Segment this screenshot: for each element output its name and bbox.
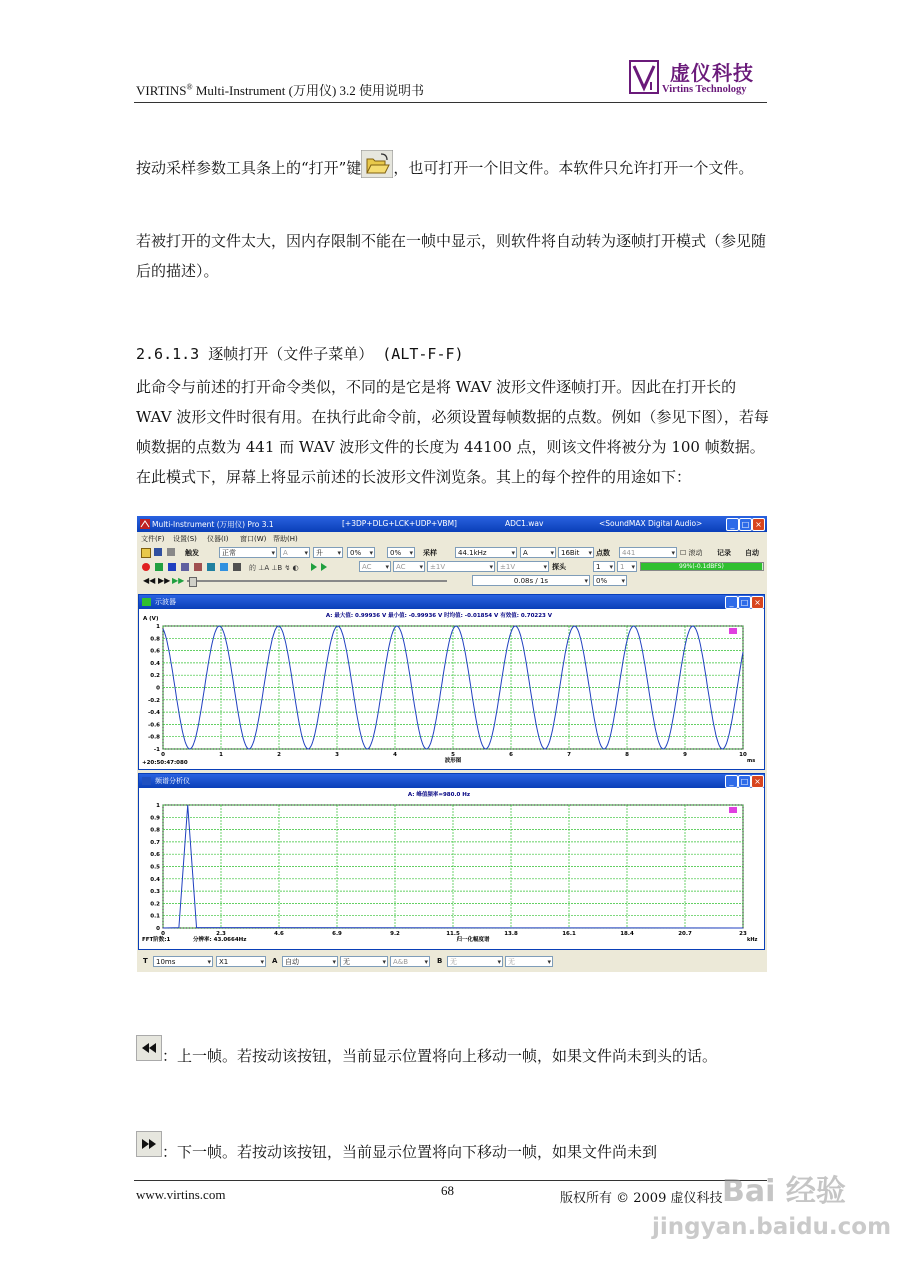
x-tick-label: 11.5 xyxy=(446,931,460,937)
app-menubar xyxy=(137,533,767,545)
watermark-logo: Bai 经验 xyxy=(722,1174,846,1209)
oscilloscope-title: 示波器 xyxy=(155,598,176,606)
channel-a-scale-select[interactable]: 自动 ▾ xyxy=(282,956,338,967)
x-tick-label: 4 xyxy=(393,752,397,758)
menu-instrument[interactable]: 仪器(I) xyxy=(207,535,229,543)
y-tick-label: 1 xyxy=(156,624,160,630)
y-tick-label: -1 xyxy=(153,747,160,753)
y-tick-label: 0.1 xyxy=(150,913,160,920)
fft-readout: A: 峰值频率=980.0 Hz xyxy=(407,792,471,798)
plot-background xyxy=(139,788,764,949)
probe-a-select[interactable]: 1 ▾ xyxy=(593,561,615,572)
oscilloscope-plot[interactable] xyxy=(139,609,764,769)
x-tick-label: 20.7 xyxy=(678,931,692,937)
y-tick-label: 0 xyxy=(156,685,160,692)
x-zoom-select[interactable]: X1 ▾ xyxy=(216,956,266,967)
trigger-mode-select[interactable]: 正常 ▾ xyxy=(219,547,277,558)
y-tick-label: 0.3 xyxy=(150,889,160,896)
probe-label: 探头 xyxy=(552,563,566,571)
virtins-logo-icon xyxy=(629,60,659,94)
play-frames-icon[interactable]: ▶▶ xyxy=(172,576,185,585)
channel-a-mode-select[interactable]: 无 ▾ xyxy=(340,956,388,967)
file-scrollbar-thumb[interactable] xyxy=(189,577,197,587)
record-button[interactable]: 记录 xyxy=(717,549,731,557)
paragraph-prev-frame: ：上一帧。若按动该按钮，当前显示位置将向上移动一帧，如果文件尚未到头的话。 xyxy=(162,1047,718,1065)
app-titlebar xyxy=(137,516,767,532)
x-tick-label: 2 xyxy=(277,752,281,758)
oscilloscope-icon xyxy=(142,598,151,606)
x-tick-label: 8 xyxy=(625,752,629,758)
watermark-url: jingyan.baidu.com xyxy=(652,1214,892,1240)
footer-copyright: 版权所有 © 2009 虚仪科技 xyxy=(560,1191,723,1206)
logo-english: Virtins Technology xyxy=(662,84,747,95)
next-frame-icon[interactable]: ▶▶ xyxy=(158,576,171,585)
header-title: VIRTINS® Multi-Instrument (万用仪) 3.2 使用说明书 xyxy=(136,82,425,98)
menu-window[interactable]: 窗口(W) xyxy=(240,535,267,543)
coupling-b-select[interactable]: AC ▾ xyxy=(393,561,425,572)
osc-ylabel: A (V) xyxy=(143,616,159,622)
y-tick-label: 0.7 xyxy=(150,839,160,846)
app-screenshot xyxy=(137,516,767,972)
trigger-edge-select[interactable]: 升 ▾ xyxy=(313,547,343,558)
y-tick-label: 0.5 xyxy=(150,864,160,871)
page-number: 68 xyxy=(441,1183,454,1198)
channel-a-label: A xyxy=(272,957,278,965)
spectrum-titlebar xyxy=(139,774,764,788)
instrument-icons[interactable] xyxy=(141,562,331,572)
auto-button[interactable]: 自动 xyxy=(745,549,759,557)
points-select[interactable]: 441 ▾ xyxy=(619,547,677,558)
file-scrollbar-track[interactable] xyxy=(187,580,447,582)
osc-xlabel: 波形图 xyxy=(444,758,462,764)
ab-mode-select[interactable]: A&B ▾ xyxy=(390,956,430,967)
osc-marker-icon xyxy=(729,628,737,634)
x-tick-label: 23 xyxy=(739,931,747,937)
trigger-label: 触发 xyxy=(185,549,199,557)
fft-maximize-icon[interactable]: □ xyxy=(738,775,751,788)
app-icon xyxy=(140,519,150,529)
y-tick-label: -0.6 xyxy=(147,722,160,729)
fft-minimize-icon[interactable]: _ xyxy=(725,775,738,788)
paragraph-open-button xyxy=(136,150,776,188)
app-title: Multi-Instrument (万用仪) Pro 3.1 xyxy=(152,520,274,529)
spectrum-title: 频谱分析仪 xyxy=(155,777,190,785)
x-tick-label: 10 xyxy=(739,752,747,758)
app-file: ADC1.wav xyxy=(505,519,544,528)
y-tick-label: 0.2 xyxy=(150,901,160,908)
app-mode: [+3DP+DLG+LCK+UDP+VBM] xyxy=(342,519,457,528)
pretrigger-input[interactable]: 0% ▾ xyxy=(387,547,415,558)
osc-maximize-icon[interactable]: □ xyxy=(738,596,751,609)
menu-settings[interactable]: 设置(S) xyxy=(173,535,197,543)
footer-rule xyxy=(134,1180,767,1181)
y-tick-label: 0.6 xyxy=(150,648,160,655)
fft-xlabel: 归一化幅度谱 xyxy=(456,937,490,943)
fft-xunit: kHz xyxy=(747,937,758,943)
x-tick-label: 7 xyxy=(567,752,571,758)
y-tick-label: 0 xyxy=(156,926,160,932)
open-folder-icon xyxy=(361,150,393,188)
x-tick-label: 13.8 xyxy=(504,931,518,937)
range-a-select[interactable]: ±1V ▾ xyxy=(427,561,495,572)
level-meter-text: 99%(-0.1dBFS) xyxy=(679,563,724,570)
save-icon[interactable] xyxy=(154,548,162,556)
header-rule xyxy=(134,102,767,103)
prev-frame-icon[interactable]: ◀◀ xyxy=(143,576,156,585)
minimize-icon[interactable]: _ xyxy=(726,518,739,531)
maximize-icon[interactable]: □ xyxy=(739,518,752,531)
y-tick-label: 0.6 xyxy=(150,852,160,859)
sample-channel-select[interactable]: A ▾ xyxy=(520,547,556,558)
x-tick-label: 9.2 xyxy=(390,931,400,937)
app-device: <SoundMAX Digital Audio> xyxy=(599,519,703,528)
menu-help[interactable]: 帮助(H) xyxy=(273,535,298,543)
channel-b-mode-select[interactable]: 无 ▾ xyxy=(505,956,553,967)
trigger-channel-select[interactable]: A ▾ xyxy=(280,547,310,558)
spectrum-plot[interactable] xyxy=(139,788,764,949)
y-tick-label: 0.8 xyxy=(150,636,160,643)
sample-label: 采样 xyxy=(423,549,437,557)
x-tick-label: 16.1 xyxy=(562,931,576,937)
fft-order-label: FFT阶数:1 xyxy=(142,937,171,943)
osc-timestamp: +20:50:47:080 xyxy=(142,760,188,766)
toolbar-row-3 xyxy=(137,574,767,588)
points-label: 点数 xyxy=(596,549,610,557)
y-tick-label: -0.4 xyxy=(147,710,160,717)
display-control-bar xyxy=(137,953,767,971)
x-tick-label: 0 xyxy=(161,931,165,937)
probe-b-select[interactable]: 1 ▾ xyxy=(617,561,637,572)
para1-text-b: ，也可打开一个旧文件。本软件只允许打开一个文件。 xyxy=(393,159,754,177)
paragraph-large-file: 若被打开的文件太大，因内存限制不能在一帧中显示，则软件将自动转为逐帧打开模式（参见随后的描述）。 xyxy=(136,232,767,280)
y-tick-label: -0.2 xyxy=(147,697,160,704)
spectrum-icon xyxy=(142,777,151,785)
paragraph-next-frame: ：下一帧。若按动该按钮，当前显示位置将向下移动一帧，如果文件尚未到 xyxy=(162,1143,658,1161)
x-tick-label: 6 xyxy=(509,752,513,758)
paragraph-frame-open: 此命令与前述的打开命令类似，不同的是它是将 WAV 波形文件逐帧打开。因此在打开长的 WAV 波形文件时很有用。在执行此命令前，必须设置每帧数据的点数。例如（参见下图），若每帧数据的点数为 441 而 WAV 波形文件的长度为 44100 点，则该文件将被分为 100 帧数据。在此模式下，屏幕上将显示前述的长波形文件浏览条。其上的每个控件的用途如下： xyxy=(136,378,769,486)
time-scale-label: T xyxy=(143,957,148,965)
time-scale-select[interactable]: 10ms ▾ xyxy=(153,956,213,967)
scroll-checkbox-label[interactable]: ☐ 滚动 xyxy=(680,549,703,557)
y-tick-label: 0.8 xyxy=(150,827,160,834)
x-tick-label: 3 xyxy=(335,752,339,758)
channel-b-label: B xyxy=(437,957,443,965)
coupling-a-select[interactable]: AC ▾ xyxy=(359,561,391,572)
para1-text-a: 按动采样参数工具条上的“打开”键 xyxy=(136,159,362,177)
trigger-level-input[interactable]: 0% ▾ xyxy=(347,547,375,558)
position-pct-select[interactable]: 0% ▾ xyxy=(593,575,627,586)
x-tick-label: 2.3 xyxy=(216,931,226,937)
svg-text:的 ⊥A ⊥B ↯ ◐: 的 ⊥A ⊥B ↯ ◐ xyxy=(249,564,299,572)
level-meter xyxy=(640,562,764,571)
x-tick-label: 18.4 xyxy=(620,931,634,937)
menu-file[interactable]: 文件(F) xyxy=(141,535,165,543)
x-tick-label: 1 xyxy=(219,752,223,758)
osc-minimize-icon[interactable]: _ xyxy=(725,596,738,609)
time-position-display: 0.08s / 1s ▾ xyxy=(472,575,590,586)
fft-resolution-label: 分辨率: 43.0664Hz xyxy=(193,937,247,943)
toolbar-row-2 xyxy=(137,560,767,574)
fft-marker-icon xyxy=(729,807,737,813)
oscilloscope-titlebar xyxy=(139,595,764,609)
open-file-icon[interactable] xyxy=(141,548,151,558)
x-tick-label: 5 xyxy=(451,752,455,758)
print-icon[interactable] xyxy=(167,548,175,556)
y-tick-label: 0.2 xyxy=(150,673,160,680)
y-tick-label: -0.8 xyxy=(147,734,160,741)
x-tick-label: 0 xyxy=(161,752,165,758)
bit-depth-select[interactable]: 16Bit ▾ xyxy=(558,547,594,558)
y-tick-label: 0.4 xyxy=(150,876,160,883)
y-tick-label: 1 xyxy=(156,803,160,809)
osc-close-icon[interactable]: × xyxy=(751,596,764,609)
osc-xunit: ms xyxy=(747,758,756,764)
oscilloscope-window xyxy=(138,594,765,770)
footer-website: www.virtins.com xyxy=(136,1187,226,1202)
osc-readout: A: 最大值: 0.99936 V 最小值: -0.99936 V 时均值: -0.01854 V 有效值: 0.70223 V xyxy=(325,613,553,619)
channel-b-scale-select[interactable]: 无 ▾ xyxy=(447,956,503,967)
section-heading: 2.6.1.3 逐帧打开（文件子菜单） (ALT-F-F) xyxy=(136,345,464,363)
fft-close-icon[interactable]: × xyxy=(751,775,764,788)
logo-chinese: 虚仪科技 xyxy=(670,61,754,85)
spectrum-window xyxy=(138,773,765,950)
x-tick-label: 9 xyxy=(683,752,687,758)
range-b-select[interactable]: ±1V ▾ xyxy=(497,561,549,572)
sample-rate-select[interactable]: 44.1kHz ▾ xyxy=(455,547,517,558)
toolbar-row-1 xyxy=(137,546,767,560)
x-tick-label: 4.6 xyxy=(274,931,284,937)
y-tick-label: 0.4 xyxy=(150,660,160,667)
x-tick-label: 6.9 xyxy=(332,931,342,937)
close-icon[interactable]: × xyxy=(752,518,765,531)
y-tick-label: 0.9 xyxy=(150,815,160,822)
